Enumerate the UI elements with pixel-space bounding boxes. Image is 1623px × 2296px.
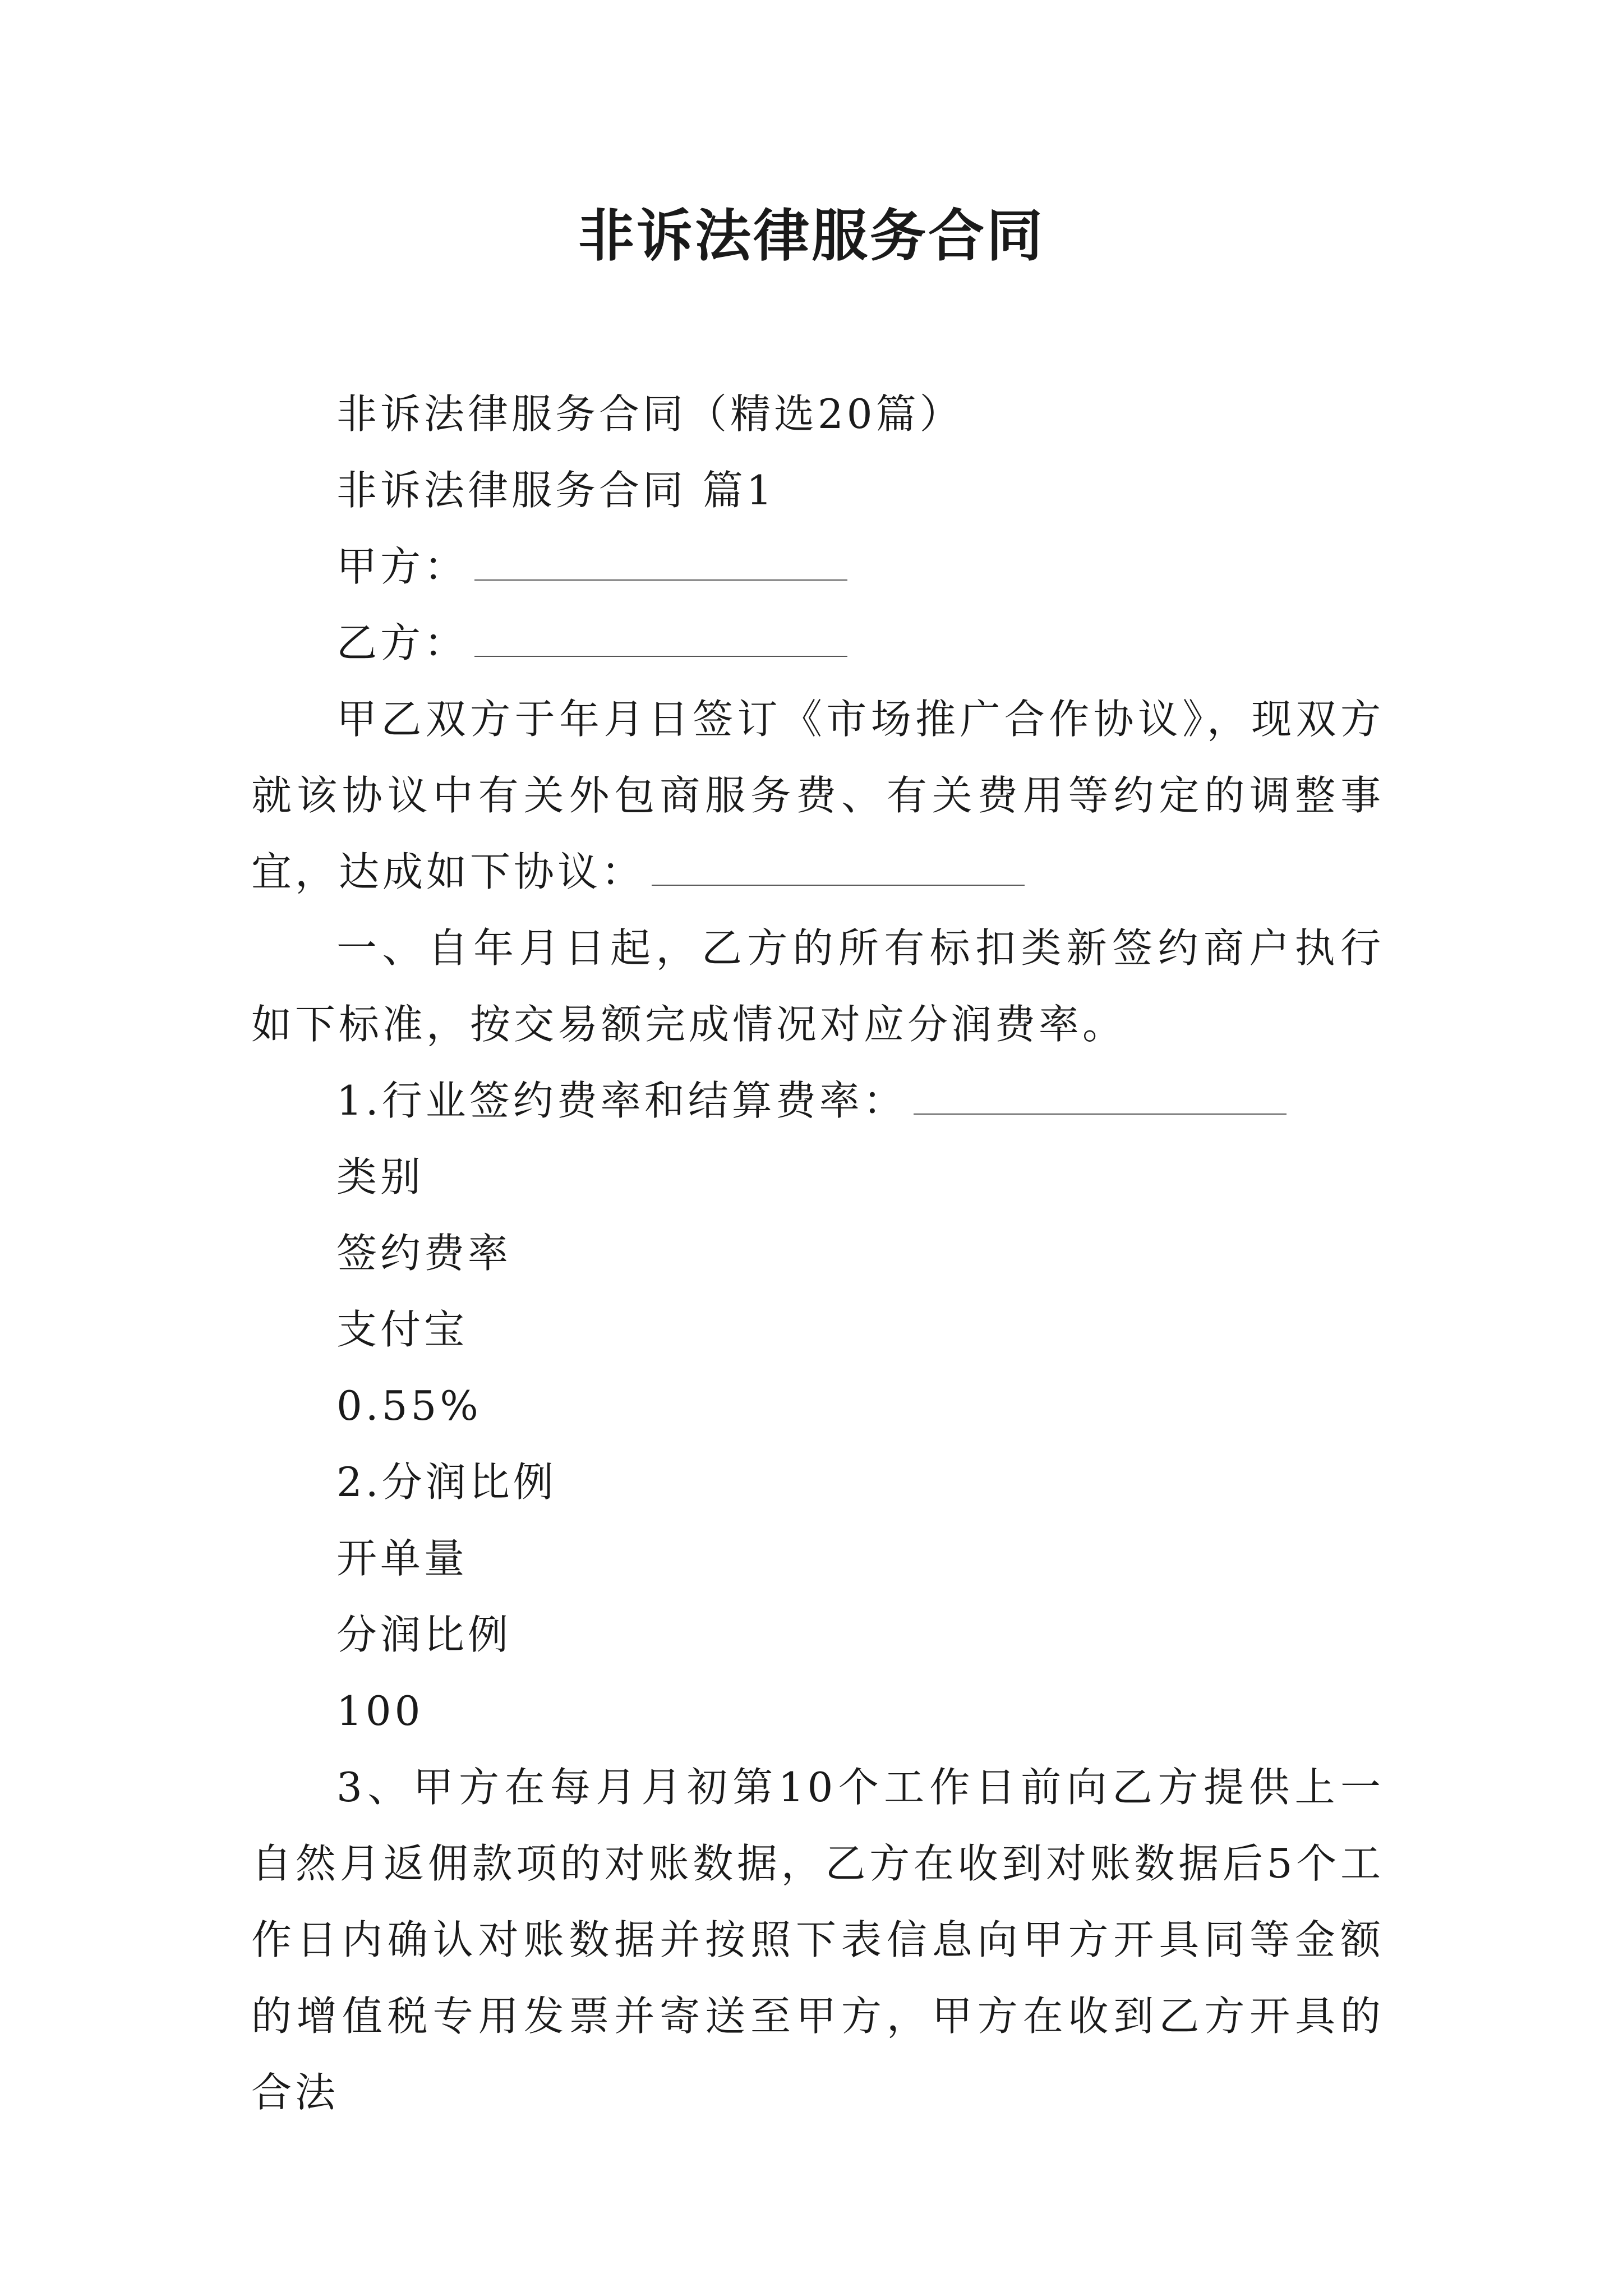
party-b-line — [251, 605, 1384, 681]
rate-heading-blank — [914, 1073, 1287, 1115]
rate-heading-text: 1.行业签约费率和结算费率： — [336, 1077, 907, 1124]
party-b-label: 乙方： — [336, 619, 468, 666]
order-volume-label: 开单量 — [336, 1535, 468, 1582]
agreement-intro-paragraph — [251, 681, 1384, 910]
profit-share-label: 分润比例 — [336, 1611, 512, 1658]
clause-one-paragraph: 一、自年月日起，乙方的所有标扣类新签约商户执行如下标准，按交易额完成情况对应分润费率。 — [251, 924, 1384, 1048]
section-heading: 非诉法律服务合同 篇1 — [336, 467, 776, 514]
rate-heading-line — [251, 1062, 1384, 1139]
rate-value: 0.55% — [336, 1382, 482, 1429]
profit-share-value: 100 — [336, 1687, 424, 1734]
party-b-blank — [474, 615, 847, 657]
alipay-label: 支付宝 — [336, 1306, 468, 1353]
subtitle-line: 非诉法律服务合同（精选20篇） — [336, 390, 963, 438]
agreement-intro-blank — [652, 844, 1025, 886]
category-label: 类别 — [336, 1153, 425, 1200]
clause-three-paragraph: 3、甲方在每月月初第10个工作日前向乙方提供上一自然月返佣款项的对账数据，乙方在收到对账数据后5个工作日内确认对账数据并按照下表信息向甲方开具同等金额的增值税专用发票并寄送至甲方，甲方在收到乙方开具的合法 — [251, 1764, 1384, 2116]
agreement-intro-text: 甲乙双方于年月日签订《市场推广合作协议》，现双方就该协议中有关外包商服务费、有关费用等约定的调整事宜，达成如下协议： — [251, 696, 1384, 895]
profit-share-heading: 2.分润比例 — [336, 1458, 557, 1506]
party-a-blank — [474, 539, 847, 581]
document-body — [251, 376, 1384, 2131]
party-a-label: 甲方： — [336, 543, 468, 590]
document-title: 非诉法律服务合同 — [578, 203, 1045, 269]
sign-rate-label: 签约费率 — [336, 1230, 512, 1277]
party-a-line — [251, 528, 1384, 605]
